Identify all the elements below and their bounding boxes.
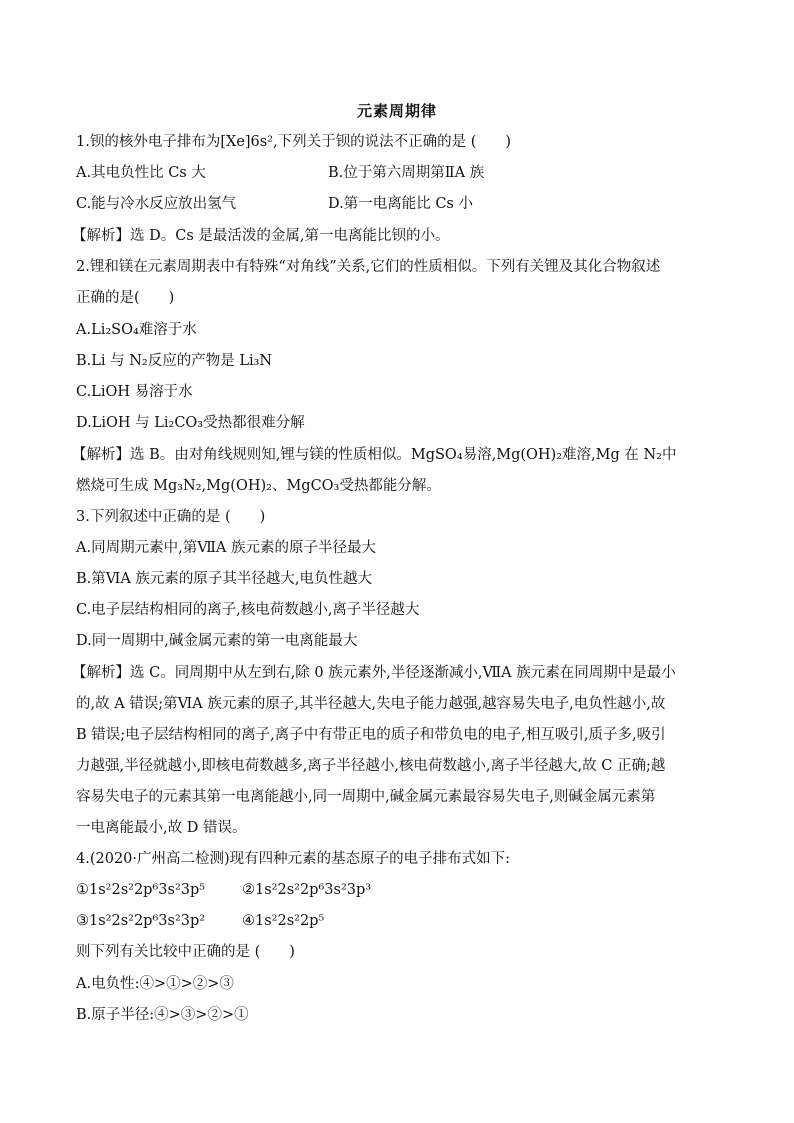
q4-option-a: A.电负性:④>①>②>③ bbox=[76, 976, 234, 992]
q3-analysis-line4: 力越强,半径就越小,即核电荷数越多,离子半径越小,核电荷数越小,离子半径越大,故 C 正确;越 bbox=[76, 758, 666, 774]
q1-option-a: A.其电负性比 Cs 大 bbox=[76, 165, 206, 181]
q3-analysis-line2: 的,故 A 错误;第ⅥA 族元素的原子,其半径越大,失电子能力越强,越容易失电子,电负性越小,故 bbox=[76, 696, 666, 712]
q3-analysis-line1: 【解析】选 C。同周期中从左到右,除 0 族元素外,半径逐渐减小,ⅦA 族元素在同周期中是最小 bbox=[72, 665, 676, 681]
q4-stem: 4.(2020·广州高二检测)现有四种元素的基态原子的电子排布式如下: bbox=[76, 851, 511, 867]
q4-config-2: ②1s²2s²2p⁶3s²3p³ bbox=[242, 882, 372, 898]
page-title: 元素周期律 bbox=[356, 102, 437, 120]
q1-option-b: B.位于第六周期第ⅡA 族 bbox=[328, 165, 485, 181]
q1-option-d: D.第一电离能比 Cs 小 bbox=[328, 196, 473, 212]
q3-stem: 3.下列叙述中正确的是 ( ) bbox=[76, 509, 266, 525]
q2-stem-line2: 正确的是( ) bbox=[76, 290, 175, 306]
q1-stem: 1.钡的核外电子排布为[Xe]6s²,下列关于钡的说法不正确的是 ( ) bbox=[76, 134, 512, 150]
q3-option-a: A.同周期元素中,第ⅦA 族元素的原子半径最大 bbox=[76, 540, 376, 556]
q3-option-c: C.电子层结构相同的离子,核电荷数越小,离子半径越大 bbox=[76, 602, 420, 618]
q3-option-d: D.同一周期中,碱金属元素的第一电离能最大 bbox=[76, 633, 358, 649]
q1-option-c: C.能与冷水反应放出氢气 bbox=[76, 196, 237, 212]
q3-analysis-line3: B 错误;电子层结构相同的离子,离子中有带正电的质子和带负电的电子,相互吸引,质子多,吸引 bbox=[76, 727, 666, 743]
q2-option-c: C.LiOH 易溶于水 bbox=[76, 384, 193, 400]
q2-option-b: B.Li 与 N₂反应的产物是 Li₃N bbox=[76, 353, 273, 369]
q4-config-4: ④1s²2s²2p⁵ bbox=[242, 913, 325, 929]
q2-option-d: D.LiOH 与 Li₂CO₃受热都很难分解 bbox=[76, 415, 305, 431]
q2-analysis-line2: 燃烧可生成 Mg₃N₂,Mg(OH)₂、MgCO₃受热都能分解。 bbox=[76, 478, 441, 494]
q3-analysis-line5: 容易失电子的元素其第一电离能越小,同一周期中,碱金属元素最容易失电子,则碱金属元素第 bbox=[76, 789, 656, 805]
q3-analysis-line6: 一电离能最小,故 D 错误。 bbox=[76, 820, 247, 836]
q2-option-a: A.Li₂SO₄难溶于水 bbox=[76, 322, 197, 338]
q4-config-3: ③1s²2s²2p⁶3s²3p² bbox=[76, 913, 206, 929]
q4-stem2: 则下列有关比较中正确的是 ( ) bbox=[76, 944, 295, 960]
q1-analysis: 【解析】选 D。Cs 是最活泼的金属,第一电离能比钡的小。 bbox=[72, 228, 450, 244]
q4-config-1: ①1s²2s²2p⁶3s²3p⁵ bbox=[76, 882, 206, 898]
q2-stem-line1: 2.锂和镁在元素周期表中有特殊“对角线”关系,它们的性质相似。下列有关锂及其化合物叙述 bbox=[76, 259, 661, 275]
q4-option-b: B.原子半径:④>③>②>① bbox=[76, 1007, 249, 1023]
q3-option-b: B.第ⅥA 族元素的原子其半径越大,电负性越大 bbox=[76, 571, 373, 587]
q2-analysis-line1: 【解析】选 B。由对角线规则知,锂与镁的性质相似。MgSO₄易溶,Mg(OH)₂难溶,Mg 在 N₂中 bbox=[72, 447, 677, 463]
